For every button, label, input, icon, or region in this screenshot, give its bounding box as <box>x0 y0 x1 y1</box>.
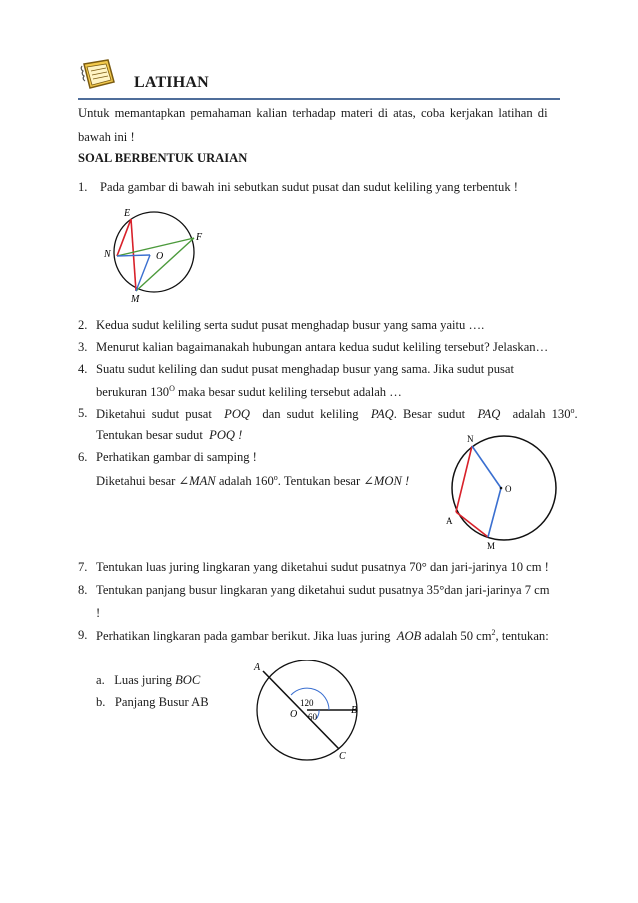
question-6-text: Perhatikan gambar di samping ! <box>96 450 257 464</box>
question-9-number: 9. <box>78 628 88 642</box>
question-5-number: 5. <box>78 406 88 420</box>
label-m: M <box>131 294 140 305</box>
question-9-text: Perhatikan lingkaran pada gambar berikut. Jika luas juring AOB adalah 50 $cm^2$, tentukan: <box>96 628 549 644</box>
question-1-text: Pada gambar di bawah ini sebutkan sudut pusat dan sudut keliling yang terbentuk ! <box>100 180 518 194</box>
intro-line-1: Untuk memantapkan pemahaman kalian terhadap materi di atas, coba kerjakan latihan di <box>78 106 548 120</box>
label-a: A <box>446 516 453 526</box>
question-4-text-cont: berukuran $130^O$ maka besar sudut keliling tersebut adalah … <box>96 384 402 400</box>
label-a: A <box>254 662 261 673</box>
figure-3-circle-diagram <box>244 660 364 774</box>
intro-line-2: bawah ini ! <box>78 130 135 144</box>
question-3-number: 3. <box>78 340 88 354</box>
question-5-text-cont: Tentukan besar sudut POQ ! <box>96 428 243 442</box>
label-c: C <box>339 751 346 762</box>
question-6-number: 6. <box>78 450 88 464</box>
label-m: M <box>487 541 496 551</box>
question-8-text-cont: ! <box>96 606 101 620</box>
label-b: B <box>351 705 358 716</box>
sub-item-b: b. Panjang Busur AB <box>96 695 209 709</box>
question-6-text-cont: Diketahui besar ∠MAN adalah 160$^o$. Tentukan besar ∠MON ! <box>96 473 410 489</box>
label-o: O <box>156 251 164 262</box>
label-n: N <box>104 249 111 260</box>
notebook-icon <box>78 56 118 92</box>
section-heading: SOAL BERBENTUK URAIAN <box>78 151 248 165</box>
question-2-number: 2. <box>78 318 88 332</box>
label-o: O <box>290 709 298 720</box>
figure-2-circle-diagram <box>443 430 563 559</box>
question-7-number: 7. <box>78 560 88 574</box>
sub-item-a: a. Luas juring BOC <box>96 673 201 687</box>
label-e: E <box>124 208 131 219</box>
question-8-number: 8. <box>78 583 88 597</box>
title-rule <box>78 98 560 100</box>
page-title: LATIHAN <box>134 74 209 91</box>
angle-60-label: 60 <box>308 712 317 722</box>
question-7-text: Tentukan luas juring lingkaran yang diketahui sudut pusatnya 70° dan jari-jarinya 10 cm ! <box>96 560 549 574</box>
question-1-number: 1. <box>78 180 88 194</box>
label-o: O <box>505 484 512 494</box>
label-n: N <box>467 434 474 444</box>
question-2-text: Kedua sudut keliling serta sudut pusat menghadap busur yang sama yaitu …. <box>96 318 485 332</box>
question-5-text: Diketahui sudut pusat POQ dan sudut keliling PAQ. Besar sudut PAQ adalah 130$^o$. <box>96 406 578 422</box>
angle-120-label: 120 <box>300 698 314 708</box>
figure-1-circle-diagram <box>100 205 220 309</box>
question-4-text: Suatu sudut keliling dan sudut pusat menghadap busur yang sama. Jika sudut pusat <box>96 362 514 376</box>
question-3-text: Menurut kalian bagaimanakah hubungan antara kedua sudut keliling tersebut? Jelaskan… <box>96 340 549 354</box>
question-8-text: Tentukan panjang busur lingkaran yang diketahui sudut pusatnya 35°dan jari-jarinya 7 cm <box>96 583 550 597</box>
question-4-number: 4. <box>78 362 88 376</box>
label-f: F <box>196 232 203 243</box>
